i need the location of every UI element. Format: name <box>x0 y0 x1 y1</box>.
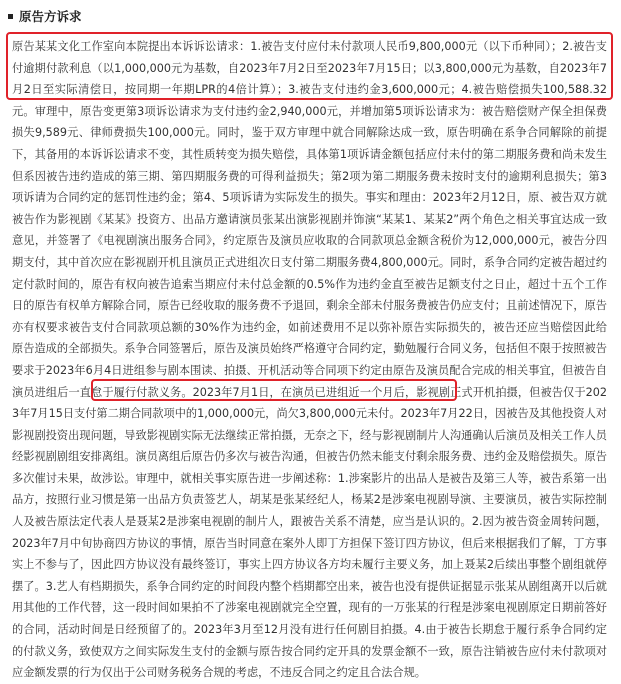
highlight-box-investment-issue <box>91 379 457 401</box>
claim-text: 原告某某文化工作室向本院提出本诉诉讼请求：1.被告支付应付未付款项人民币9,800,000元（以下币种同）；2.被告支付逾期付款利息（以1,000,000元为基数，自2023年7月2日至2023年7月15日；以3,800,000元为基数，自2023年7月2日至实际清偿日，按同期一年期LPR的4倍计算）；3.被告支付违约金3,600,000元；4.被告赔偿损失100,588.32元。审理中，原告变更第3项诉讼请求为支付违约金2,940,000元，并增加第5项诉讼请求为：被告赔偿财产保全担保费损失9,589元、律师费损失100,000元。同时，鉴于双方审理中就合同解除达成一致，原告明确在系争合同解除的前提下，其备用的本诉诉讼请求不变，其性质转变为损失赔偿，具体第1项诉请金额包括应付未付的第二期服务费和尚未发生但系因被告违约造成的第三期、第四期服务费的可得利益损失；第2项为第二期服务费未按时支付的逾期利息损失；第3项诉请为合同约定的惩罚性违约金；第4、5项诉请为实际发生的损失。事实和理由：2023年2月12日，原、被告双方就被告作为影视剧《某某》投资方、出品方邀请演员张某出演影视剧并饰演“某某1、某某2”两个角色之相关事宜达成一致意见，并签署了《电视剧演出服务合同》，约定原告及演员应收取的合同款项总金额含税价为12,000,000元，被告分四期支付，其中首次应在影视剧开机且演员正式进组次日支付第二期服务费4,800,000元。同时，系争合同约定被告超过约定付款时间的，原告有权向被告追索当期应付未付总金额的0.5%作为违约金直至被告足额支付之日止，超过十五个工作日的原告有权单方解除合同，原告已经收取的服务费不予退回，剩余全部未付服务费被告仍应支付；且前述情况下，原告亦有权要求被告支付合同款项总额的30%作为违约金，如前述费用不足以弥补原告实际损失的，被告还应当赔偿因此给原告造成的全部损失。系争合同签署后，原告及演员始终严格遵守合同约定，勤勉履行合同义务，包括但不限于按照被告要求于2023年6月4日进组参与剧本围读、拍摄、开机活动等合同项下约定由原告及演员配合完成的相关事宜，但被告自演员进组后一直怠于履行付款义务。2023年7月1日，在演员已进组近一个月后，影视剧正式开机拍摄，但被告仅于2023年7月15日支付第二期合同款项中的1,000,000元，尚欠3,800,000元未付。2023年7月22日，因被告及其他投资人对影视剧投资出现问题，导致影视剧实际无法继续正常拍摄，无奈之下，经与影视剧制片人沟通确认后演员及相关工作人员经影视剧剧组安排离组。演员离组后原告仍多次与被告沟通，但被告仍然未能支付剩余服务费、违约金及赔偿损失。原告多次催讨未果，故涉讼。审理中，就相关事实原告进一步阐述称：1.涉案影片的出品人是被告及第三人等，被告系第一出品方，按照行业习惯是第一出品方负责签艺人，胡某是张某经纪人，杨某2是涉案电视剧导演、主要演员，被告实际控制人及被告原法定代表人是聂某2是涉案电视剧的制片人，跟被告关系不清楚，应当是认识的。2.因为被告资金周转问题，2023年7月中旬协商四方协议的事情，原告当时同意在案外人即丁方担保下签订四方协议，但后来根据我们了解，丁方事实上不参与了，因此四方协议没有最终签订，事实上四方协议各方均未履行主要义务，加上聂某2后续出事整个剧组就停摆了。3.艺人有档期损失，系争合同约定的时间段内整个档期都空出来，被告也没有提供证据显示张某从剧组离开以后就用其他的工作代替，这一段时间如果拍不了涉案电视剧就完全空置，现有的一万张某的行程是涉案电视剧原定日期前答好的合同，活动时间是日经预留了的。2023年3月至12月没有进行任何剧目拍摄。4.由于被告长期怠于履行系争合同约定的付款义务，致使双方之间实际发生支付的金额与原告按合同约定开具的发票金额不一致，原告注销被告应付未付款项对应金额发票的行为仅出于公司财务税务合规的考虑，不违反合同之约定且合法合规。 <box>12 40 607 680</box>
highlight-box-claims <box>6 32 613 100</box>
section-title: 原告方诉求 <box>19 9 82 24</box>
section-header <box>8 6 82 26</box>
bullet-icon <box>8 14 13 19</box>
